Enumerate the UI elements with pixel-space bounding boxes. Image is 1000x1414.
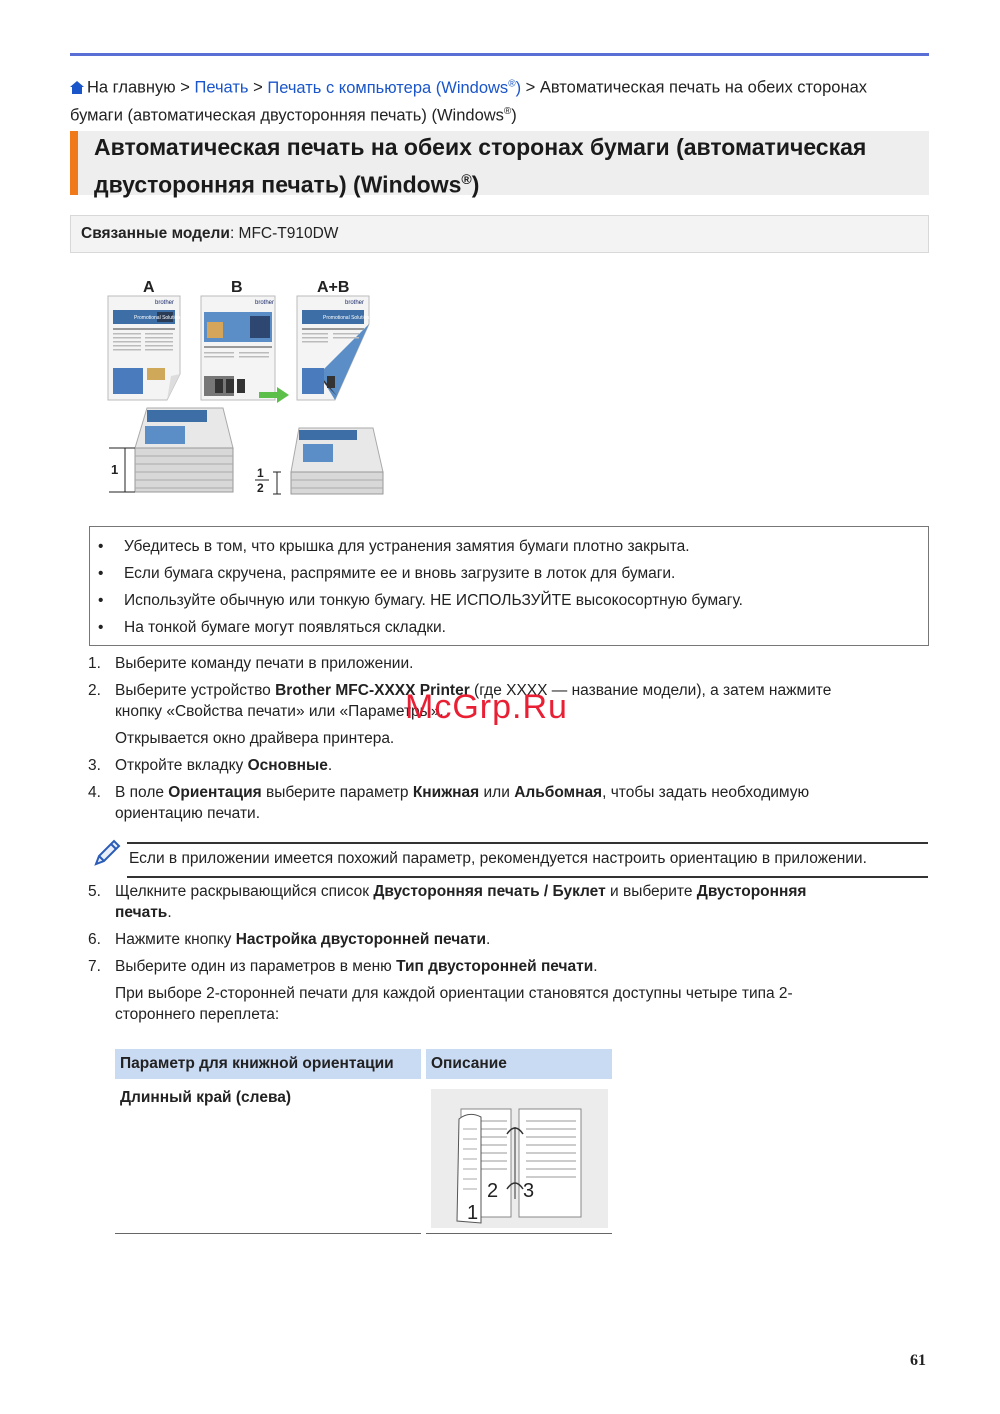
step-number: 1.	[88, 655, 101, 672]
breadcrumb	[70, 72, 940, 127]
step-4-part: В поле	[115, 784, 169, 801]
printer-name: Brother MFC-XXXX Printer	[275, 682, 470, 699]
step-5-end: .	[167, 904, 172, 921]
pencil-icon	[92, 836, 124, 868]
page-number: 61	[910, 1352, 926, 1369]
step-4-part: , чтобы задать необходимую	[602, 784, 810, 801]
button-name: Настройка двусторонней печати	[235, 931, 487, 948]
step-text	[115, 782, 915, 824]
stack-half-num: 1	[257, 466, 264, 480]
step-4-line2: ориентацию печати.	[115, 805, 261, 822]
page-label-3: 3	[523, 1180, 535, 1202]
step-number: 7.	[88, 958, 101, 975]
table-cell-param: Длинный край (слева)	[120, 1089, 292, 1106]
header-label: Описание	[431, 1055, 507, 1072]
list-item: • Убедитесь в том, что крышка для устранения замятия бумаги плотно закрыта.	[90, 535, 743, 562]
reg-mark: ®	[503, 105, 512, 117]
page-title-box	[70, 131, 929, 198]
watermark: McGrp.Ru	[405, 688, 568, 726]
page-a-image	[108, 296, 183, 400]
step-text	[115, 929, 915, 950]
list-item: • Используйте обычную или тонкую бумагу. НЕ ИСПОЛЬЗУЙТЕ высокосортную бумагу.	[90, 589, 743, 616]
option-landscape: Альбомная	[514, 784, 603, 801]
dropdown-name: Двусторонняя печать / Буклет	[373, 883, 606, 900]
step-4-part: или	[479, 784, 515, 801]
reg-mark: ®	[461, 171, 472, 187]
breadcrumb-close: )	[511, 106, 517, 124]
breadcrumb-sep: >	[175, 78, 195, 97]
long-edge-left-binding-image	[431, 1089, 608, 1228]
step-number: 4.	[88, 784, 101, 801]
row-divider	[115, 1233, 421, 1234]
row-divider	[426, 1233, 612, 1234]
related-models	[70, 215, 929, 253]
option-duplex: Двусторонняя	[696, 883, 807, 900]
title-close: )	[471, 171, 480, 198]
models-label: Связанные модели	[81, 225, 230, 242]
stack-half-image	[255, 428, 383, 495]
field-name: Ориентация	[168, 784, 262, 801]
stack-full-image	[109, 408, 233, 492]
step-3-end: .	[327, 757, 333, 774]
notes-list	[90, 535, 743, 643]
page-ab-image	[297, 296, 372, 400]
stack-one-label: 1	[111, 462, 119, 477]
step-2-part: Выберите устройство	[115, 682, 276, 699]
step-text	[115, 881, 915, 923]
step-7-part: Выберите один из параметров в меню	[115, 958, 397, 975]
page-title	[94, 131, 866, 201]
home-icon[interactable]	[70, 81, 84, 94]
stack-half-den: 2	[257, 481, 264, 495]
notes-box	[89, 526, 929, 646]
step-7-result-1: При выборе 2-сторонней печати для каждой ориентации становятся доступны четыре типа 2-	[115, 985, 793, 1002]
page-a-brand: brother	[155, 300, 175, 306]
list-item: • На тонкой бумаге могут появляться складки.	[90, 616, 743, 643]
header-label: Параметр для книжной ориентации	[120, 1055, 394, 1072]
step-7-end: .	[593, 958, 598, 975]
breadcrumb-current-2: бумаги (автоматическая двусторонняя печать) (Windows	[70, 106, 504, 124]
tab-name: Основные	[247, 757, 328, 774]
page-label-2: 2	[487, 1180, 499, 1202]
step-6-part: Нажмите кнопку	[115, 931, 236, 948]
step-2-part: (где XXXX — название модели), а затем нажмите	[469, 682, 832, 699]
page-ab-promo: Promotional Solutions	[323, 315, 372, 321]
step-7-result-2: стороннего переплета:	[115, 1006, 280, 1023]
page-b-image	[201, 296, 275, 400]
step-6-end: .	[486, 931, 491, 948]
title-accent-bar	[70, 131, 78, 195]
step-4-part: выберите параметр	[261, 784, 413, 801]
label-b: B	[231, 279, 243, 296]
label-ab: A+B	[317, 279, 350, 296]
step-number: 2.	[88, 682, 101, 699]
table-header-param	[115, 1049, 421, 1079]
title-line-2: двусторонняя печать) (Windows	[94, 171, 462, 198]
step-text	[115, 755, 915, 776]
top-rule	[70, 53, 929, 56]
option-portrait: Книжная	[412, 784, 480, 801]
step-2-line2: кнопку «Свойства печати» или «Параметры».	[115, 703, 444, 720]
duplex-illustration	[105, 276, 390, 498]
step-7-result	[115, 983, 915, 1025]
breadcrumb-link-print-from-pc[interactable]	[267, 79, 521, 97]
step-3-part: Откройте вкладку	[115, 757, 248, 774]
breadcrumb-current: > Автоматическая печать на обеих сторонах	[521, 78, 867, 97]
breadcrumb-link-text: Печать с компьютера (Windows	[267, 78, 509, 97]
breadcrumb-sep: >	[248, 78, 268, 97]
step-5-part: и выберите	[605, 883, 697, 900]
reg-mark: ®	[508, 78, 516, 89]
step-text: Выберите команду печати в приложении.	[115, 655, 414, 672]
page-label-1: 1	[467, 1202, 479, 1224]
step-number: 5.	[88, 883, 101, 900]
step-5-part: Щелкните раскрывающийся список	[115, 883, 374, 900]
step-number: 6.	[88, 931, 101, 948]
page-b-brand: brother	[255, 300, 275, 306]
title-line-1: Автоматическая печать на обеих сторонах бумаги (автоматическая	[94, 134, 867, 160]
step-number: 3.	[88, 757, 101, 774]
tip-box	[127, 842, 928, 878]
page-ab-brand: brother	[345, 300, 365, 306]
list-item: • Если бумага скручена, распрямите ее и вновь загрузите в лоток для бумаги.	[90, 562, 743, 589]
menu-name: Тип двусторонней печати	[396, 958, 594, 975]
option-duplex-2: печать	[115, 904, 168, 921]
breadcrumb-link-close: )	[515, 78, 522, 97]
models-value: : MFC-T910DW	[229, 225, 339, 242]
table-header-desc	[426, 1049, 612, 1079]
step-text	[115, 956, 915, 977]
page-a-promo: Promotional Solutions	[134, 315, 183, 321]
breadcrumb-home[interactable]: На главную	[87, 78, 176, 97]
step-2-result: Открывается окно драйвера принтера.	[115, 730, 395, 747]
label-a: A	[143, 279, 155, 296]
breadcrumb-link-print[interactable]: Печать	[194, 78, 249, 97]
tip-text: Если в приложении имеется похожий параметр, рекомендуется настроить ориентацию в приложении.	[129, 850, 867, 867]
